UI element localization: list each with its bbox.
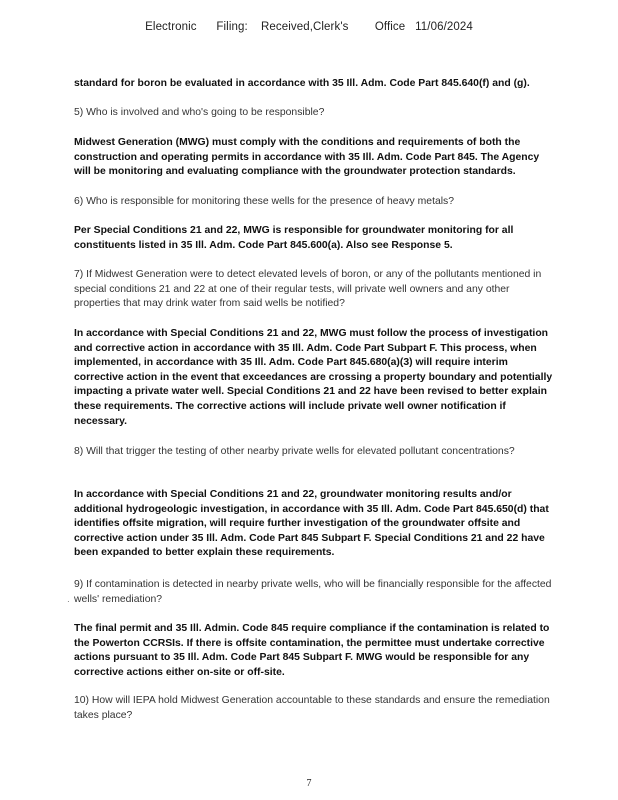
filing-stamp-header: Electronic Filing: Received,Clerk's Office 11/06/2024 bbox=[145, 21, 473, 33]
continuation-paragraph: standard for boron be evaluated in accordance with 35 Ill. Adm. Code Part 845.640(f) and (g). bbox=[74, 78, 530, 89]
answer-8: In accordance with Special Conditions 21 and 22, groundwater monitoring results and/or additional hydrogeologic investigation, in accordance with 35 Ill. Adm. Code Part 845.650(d) that identifies offsite migration, will require further investigation of the groundwater offsite and corrective action under 35 Ill. Adm. Code Part 845 Subpart F. Special Conditions 21 and 22 have been expanded to better explain these requirements. bbox=[74, 489, 549, 559]
question-6: 6) Who is responsible for monitoring these wells for the presence of heavy metals? bbox=[74, 196, 455, 207]
question-7: 7) If Midwest Generation were to detect elevated levels of boron, or any of the pollutants mentioned in special conditions 21 and 22 at one of their regular tests, will private well owners and any other properties that may drink water from said wells be notified? bbox=[74, 269, 542, 310]
question-5: 5) Who is involved and who's going to be responsible? bbox=[74, 107, 325, 118]
page-number: 7 bbox=[306, 778, 312, 789]
answer-7: In accordance with Special Conditions 21 and 22, MWG must follow the process of investigation and corrective action in accordance with 35 Ill. Adm. Code Part Subpart F. This process, when implemented, in accordance with 35 Ill. Adm. Code Part 845.680(a)(3) will require interim corrective action in the event that exceedances are crossing a property boundary and potentially impacting a private water well. Special Conditions 21 and 22 have been revised to better explain these requirements. The corrective actions will include private well owner notification if necessary. bbox=[74, 328, 553, 427]
question-10: 10) How will IEPA hold Midwest Generation accountable to these standards and ensure the remediation takes place? bbox=[74, 695, 550, 721]
answer-5: Midwest Generation (MWG) must comply with the conditions and requirements of both the construction and operating permits in accordance with 35 Ill. Adm. Code Part 845. The Agency will be monitoring and evaluating compliance with the groundwater protection standards. bbox=[74, 137, 540, 178]
question-8: 8) Will that trigger the testing of other nearby private wells for elevated pollutant concentrations? bbox=[74, 446, 515, 457]
answer-9: The final permit and 35 Ill. Admin. Code 845 require compliance if the contamination is related to the Powerton CCRSIs. If there is offsite contamination, the permittee must undertake corrective actions pursuant to 35 Ill. Adm. Code Part 845 Subpart F. MWG would be responsible for any corrective actions either on-site or off-site. bbox=[74, 623, 550, 678]
stray-scan-mark: · bbox=[67, 597, 70, 606]
question-9: 9) If contamination is detected in nearby private wells, who will be financially responsible for the affected wells' remediation? bbox=[74, 579, 552, 605]
answer-6: Per Special Conditions 21 and 22, MWG is responsible for groundwater monitoring for all constituents listed in 35 Ill. Adm. Code Part 845.600(a). Also see Response 5. bbox=[74, 225, 514, 251]
